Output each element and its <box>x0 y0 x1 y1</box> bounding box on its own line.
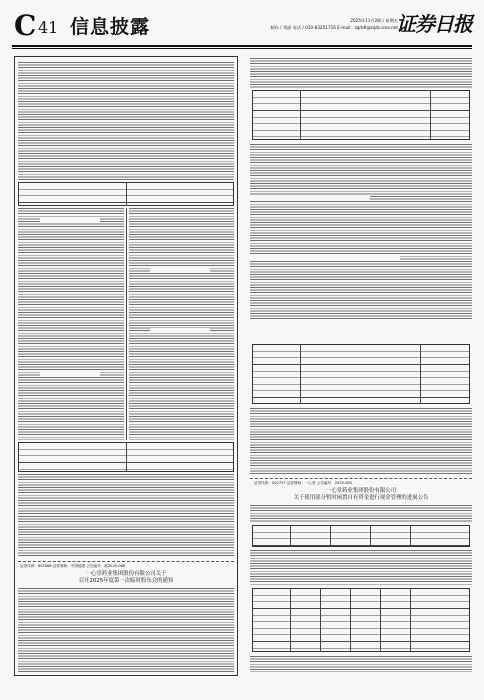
announcement-2-body <box>250 550 472 586</box>
page-number: 41 <box>38 18 59 37</box>
right-text-block-2 <box>250 144 472 320</box>
announcement-2-code: 证券代码：002727 证券简称：一心堂 公告编号：2025-085 <box>254 481 352 485</box>
right-table-3 <box>252 525 470 547</box>
announcement-2-title: 关于使用部分暂时闲置自有资金进行现金管理的进展公告 <box>293 495 429 501</box>
left-text-block-top <box>18 62 234 180</box>
announcement-1-code: 证券代码：601868 证券简称：中国能建 公告编号：临2025-068 <box>20 564 126 568</box>
announcement-1-body <box>18 588 234 672</box>
section-letter: C <box>14 9 37 42</box>
announcement-1-company: 一心堂药业集团股份有限公司关于 <box>85 571 167 577</box>
right-text-block-1 <box>250 58 472 88</box>
announcement-2-intro <box>250 505 472 523</box>
right-table-4 <box>252 588 470 652</box>
announcement-2-footer <box>250 656 472 672</box>
section-title: 信息披露 <box>70 16 151 38</box>
contact-line: 制作 / 刘丽 电话 / 010-83251716 E-mail：zqrb9@zqrb.sina.net <box>270 25 398 30</box>
header-rule <box>12 45 472 47</box>
date-line: 2025年11月28日 星期五 <box>350 18 398 23</box>
announcement-1-title: 召开2025年度第一次临时股东会的通知 <box>78 578 174 584</box>
left-text-subcol-a <box>18 208 124 440</box>
masthead <box>0 0 484 48</box>
right-table-2 <box>252 344 470 404</box>
left-text-block-mid <box>18 474 234 514</box>
announcement-2-company: 一心堂药业集团股份有限公司 <box>325 488 397 494</box>
newspaper-logo: 证券日报 <box>396 12 472 36</box>
left-text-subcol-b <box>129 208 234 440</box>
left-text-block-lower <box>18 516 234 556</box>
right-text-block-3 <box>250 408 472 474</box>
right-table-1 <box>252 90 470 140</box>
header-rule-thin <box>12 48 472 49</box>
